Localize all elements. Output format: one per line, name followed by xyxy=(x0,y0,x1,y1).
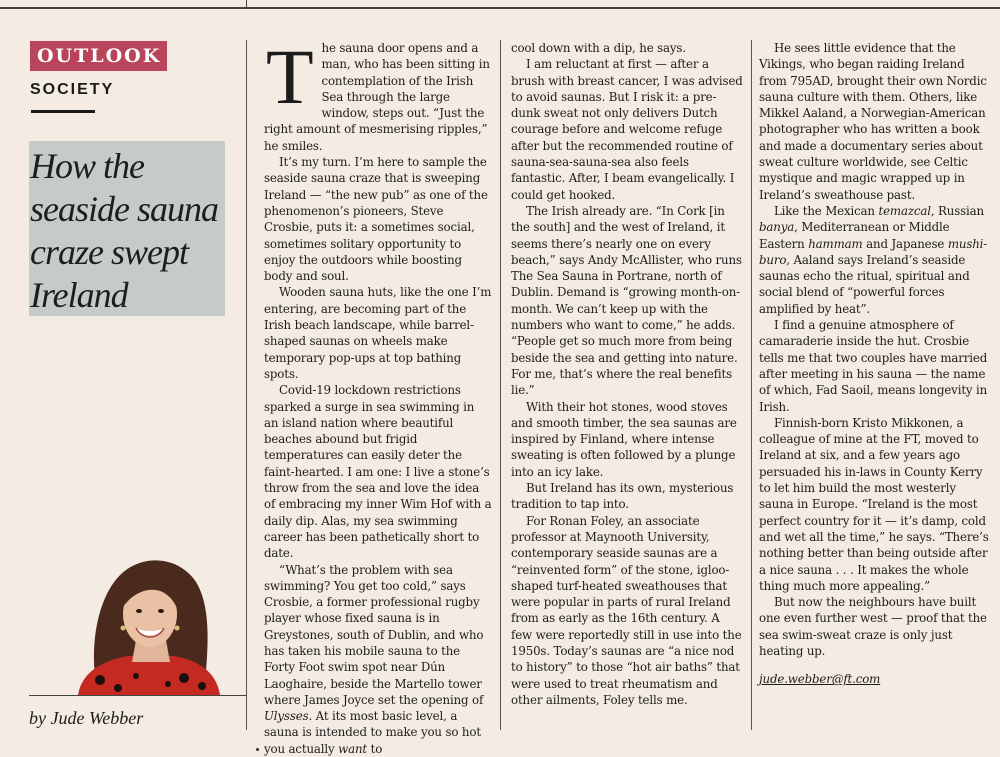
article-paragraph: The Irish already are. “In Cork [in the south] and the west of Ireland, it seems there’s nearly one on every beach,” says Andy McAllister, who runs The Sea Sauna in Portrane, north of Dublin. Demand is “growing month-on-month. We can’t keep up with the numbers who want to come,” he adds. “People get so much more from being beside the sea and getting into nature. For me, that’s where the real benefits lie.” xyxy=(511,203,743,399)
section-label: SOCIETY xyxy=(30,81,114,99)
author-email-link[interactable]: jude.webber@ft.com xyxy=(759,671,991,687)
top-rule-notch xyxy=(246,0,247,8)
article-paragraph: Finnish-born Kristo Mikkonen, a colleague of mine at the FT, moved to Ireland at six, and a few years ago persuaded his in-laws in County Kerry to let him build the most westerly sauna in Europe. “Ireland is the most perfect country for it — it’s damp, cold and wet all the time,” he says. “There’s nothing better than being outside after a nice sauna . . . It makes the whole thing much more appealing.” xyxy=(759,415,991,594)
article-column-1 xyxy=(264,40,492,740)
byline: by Jude Webber xyxy=(29,708,143,729)
article-paragraph: I am reluctant at first — after a brush with breast cancer, I was advised to avoid saunas. But I risk it: a pre-dunk sweat not only delivers Dutch courage before and welcome refuge after but the recommended routine of sauna-sea-sauna-sea also feels fantastic. After, I beam evangelically. I could get hooked. xyxy=(511,56,743,203)
drop-cap: T xyxy=(266,46,314,108)
left-rail xyxy=(0,0,246,755)
article-paragraph: Covid-19 lockdown restrictions sparked a surge in sea swimming in an island nation where beautiful beaches abound but frigid temperatures can easily deter the faint-hearted. I am one: I live a stone’s throw from the sea and love the idea of embracing my inner Wim Hof with a daily dip. Alas, my sea swimming career has been pathetically short to date. xyxy=(264,382,492,561)
article-paragraph: He sees little evidence that the Vikings, who began raiding Ireland from 795AD, brought their own Nordic sauna culture with them. Others, like Mikkel Aaland, a Norwegian-American photographer who has written a book and made a documentary series about sweat culture worldwide, see Celtic mystique and magic wrapped up in Ireland’s sweathouse past. xyxy=(759,40,991,203)
article-paragraph: cool down with a dip, he says. xyxy=(511,40,743,56)
column-divider xyxy=(246,40,247,730)
article-paragraph: With their hot stones, wood stoves and smooth timber, the sea saunas are inspired by Finland, where intense sweating is often followed by a plunge into an icy lake. xyxy=(511,399,743,480)
article-paragraph: It’s my turn. I’m here to sample the seaside sauna craze that is sweeping Ireland — “the new pub” as one of the phenomenon’s pioneers, Steve Crosbie, puts it: a sometimes social, sometimes solitary opportunity to enjoy the outdoors while boosting body and soul. xyxy=(264,154,492,284)
author-portrait xyxy=(78,552,220,695)
article-paragraph: But Ireland has its own, mysterious tradition to tap into. xyxy=(511,480,743,513)
column-divider xyxy=(751,40,752,730)
article-column-3 xyxy=(759,40,991,740)
article-paragraph: The sauna door opens and a man, who has been sitting in contemplation of the Irish Sea through the large window, steps out. “Just the right amount of mesmerising ripples,” he smiles. xyxy=(264,40,492,154)
section-tag: OUTLOOK xyxy=(30,41,167,71)
page-title: How the seaside sauna craze swept Ireland xyxy=(29,141,225,317)
rail-divider xyxy=(29,695,246,696)
page-mark xyxy=(256,748,259,751)
section-underline xyxy=(31,110,95,113)
article-paragraph: Wooden sauna huts, like the one I’m entering, are becoming part of the Irish beach landscape, while barrel-shaped saunas on wheels make temporary pop-ups at top bathing spots. xyxy=(264,284,492,382)
article-paragraph: I find a genuine atmosphere of camaraderie inside the hut. Crosbie tells me that two couples have married after meeting in his sauna — the name of which, Fad Saoil, means longevity in Irish. xyxy=(759,317,991,415)
article-column-2 xyxy=(511,40,743,740)
article-paragraph: But now the neighbours have built one even further west — proof that the sea swim-sweat craze is only just heating up. xyxy=(759,594,991,659)
article-paragraph: “What’s the problem with sea swimming? You get too cold,” says Crosbie, a former professional rugby player whose fixed sauna is in Greystones, south of Dublin, and who has taken his mobile sauna to the Forty Foot swim spot near Dún Laoghaire, beside the Martello tower where James Joyce set the opening of Ulysses. At its most basic level, a sauna is intended to make you so hot you actually want to xyxy=(264,562,492,757)
article-paragraph: For Ronan Foley, an associate professor at Maynooth University, contemporary seaside saunas are a “reinvented form” of the stone, igloo-shaped turf-heated sweathouses that were popular in parts of rural Ireland from as early as the 16th century. A few were reportedly still in use into the 1950s. Today’s saunas are “a nice nod to history” to those “hot air baths” that were used to treat rheumatism and other ailments, Foley tells me. xyxy=(511,513,743,709)
column-divider xyxy=(500,40,501,730)
article-paragraph: Like the Mexican temazcal, Russian banya, Mediterranean or Middle Eastern hammam and Japanese mushi-buro, Aaland says Ireland’s seaside saunas echo the ritual, spiritual and social blend of “powerful forces amplified by heat”. xyxy=(759,203,991,317)
headline-box xyxy=(29,141,225,316)
